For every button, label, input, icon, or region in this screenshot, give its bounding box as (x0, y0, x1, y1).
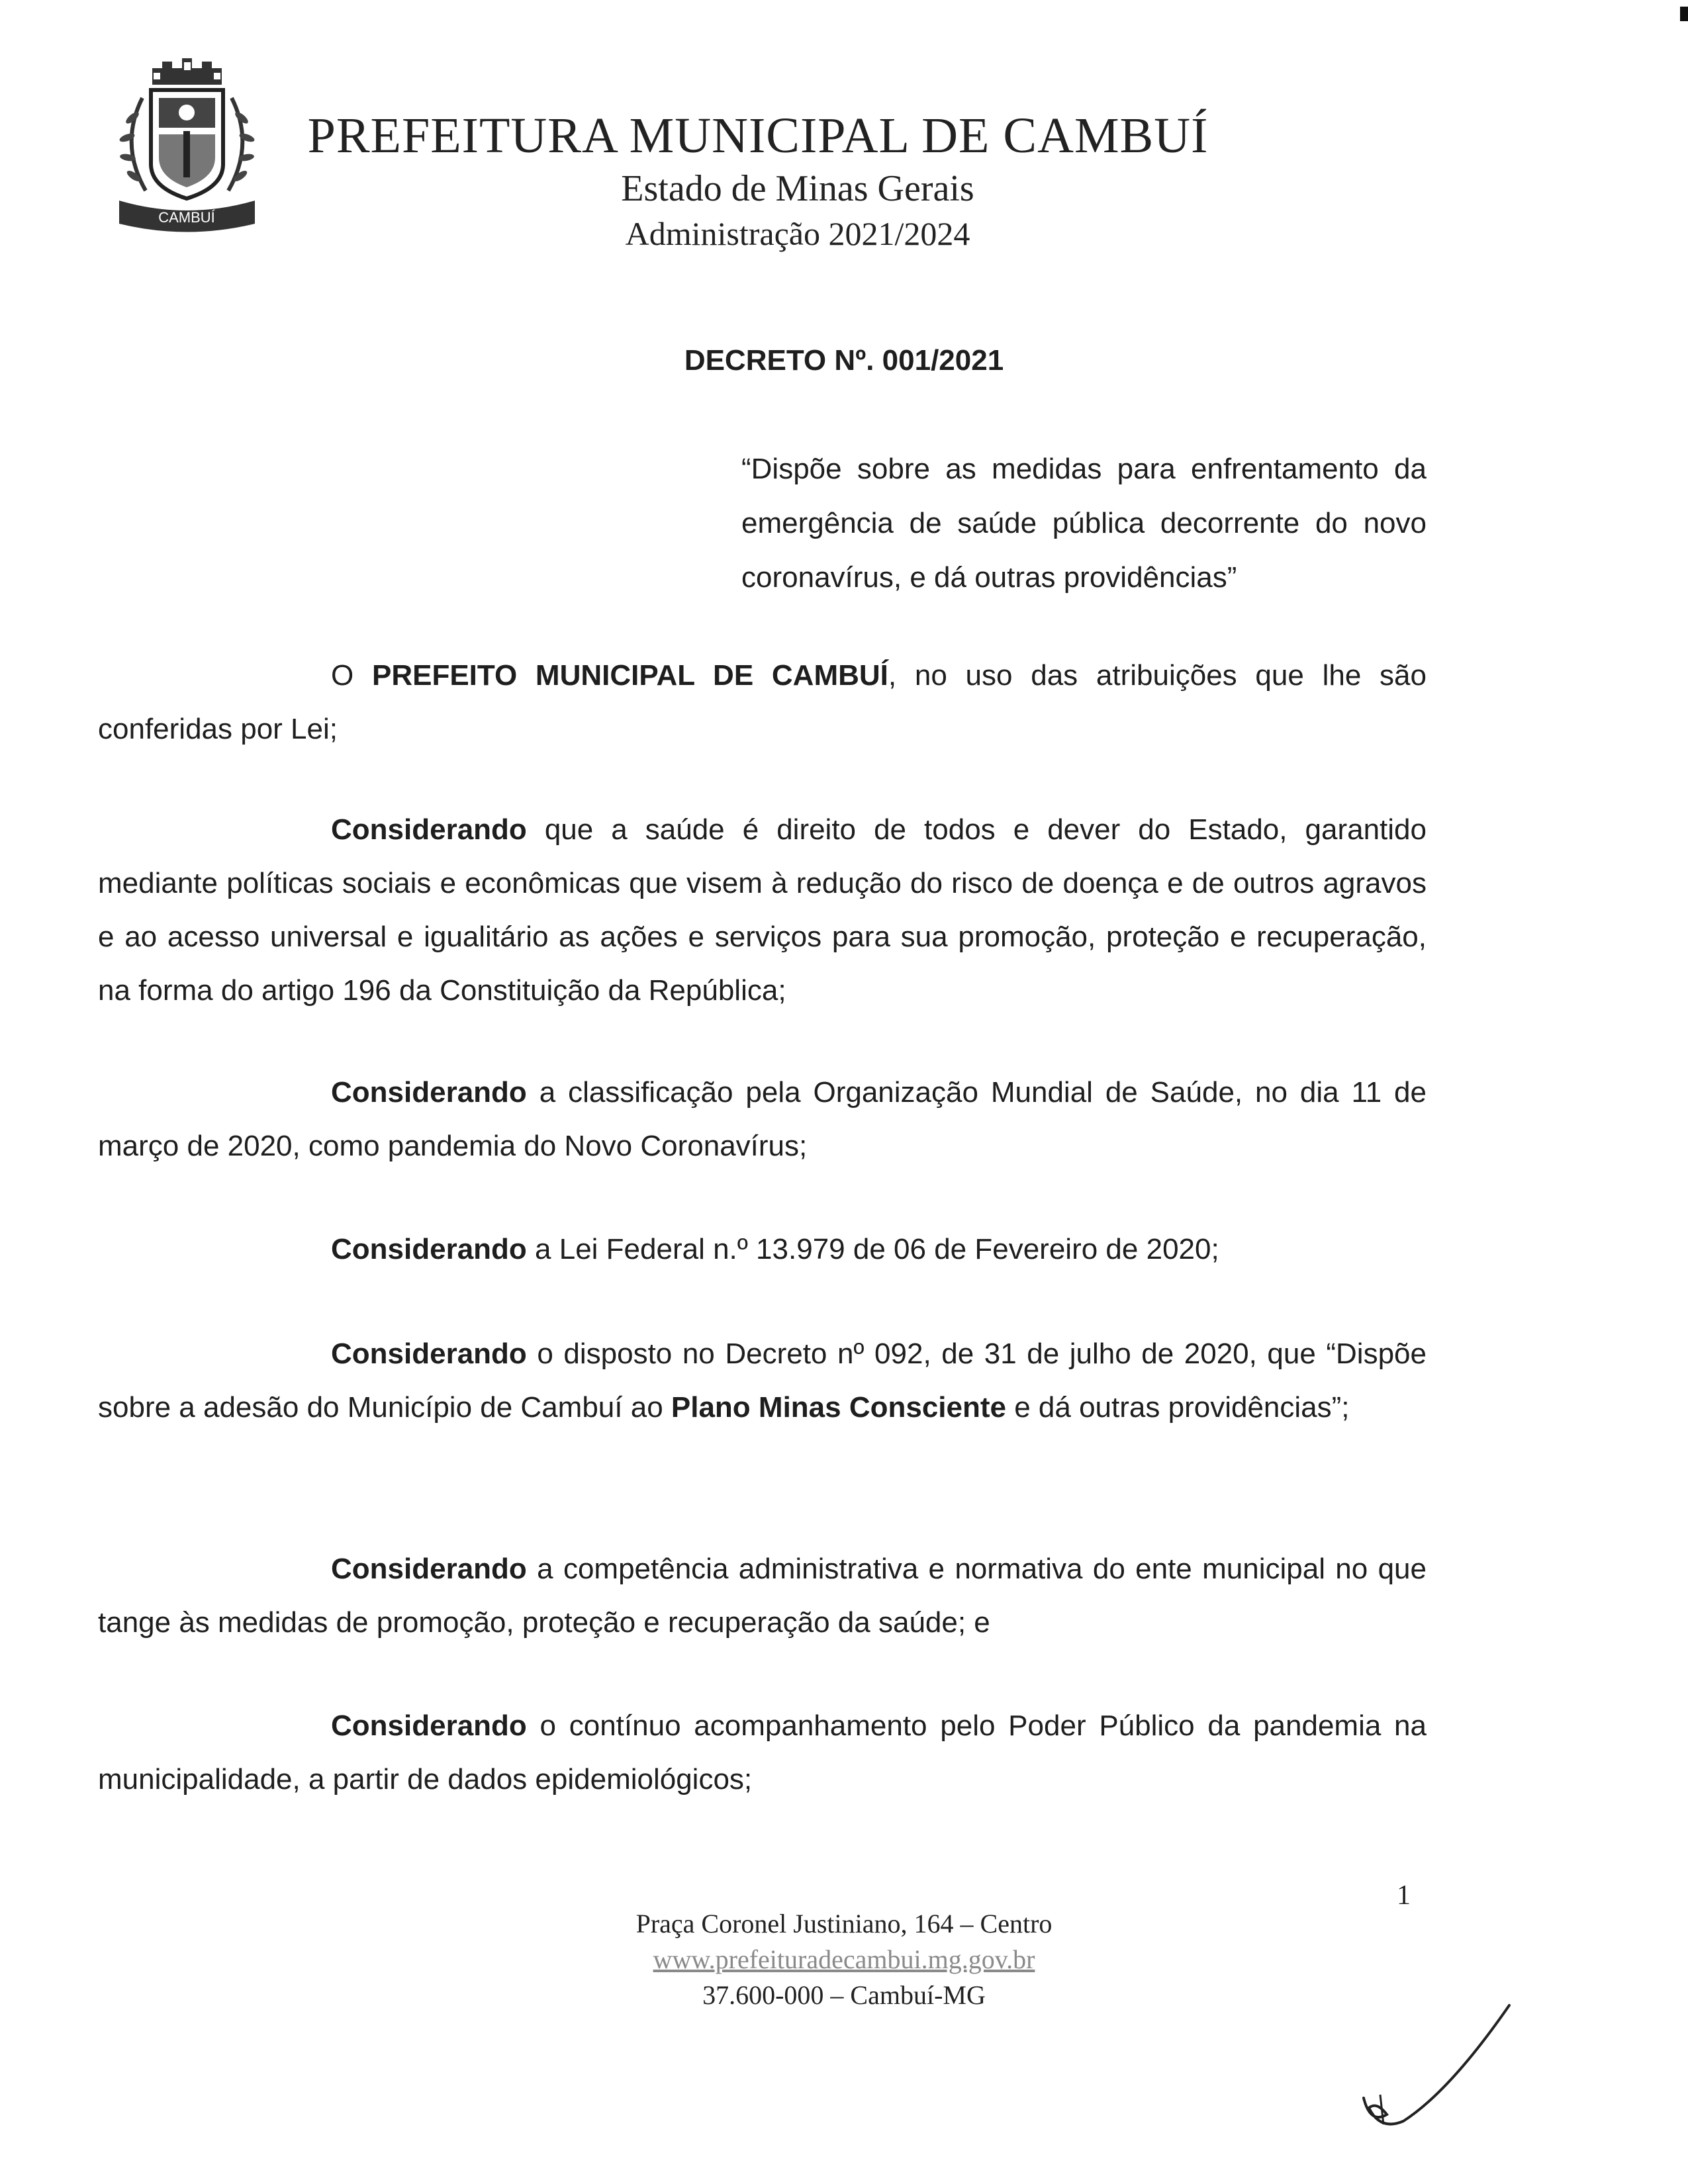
letterhead-administration: Administração 2021/2024 (625, 215, 970, 252)
footer-city: 37.600-000 – Cambuí-MG (702, 1980, 986, 2010)
letterhead-title: PREFEITURA MUNICIPAL DE CAMBUÍ (307, 108, 1209, 163)
considerando-text: a Lei Federal n.º 13.979 de 06 de Fevereiro de 2020; (526, 1233, 1219, 1265)
decree-ementa: “Dispõe sobre as medidas para enfrentamento da emergência de saúde pública decorrente do novo coronavírus, e dá outras providências” (741, 453, 1427, 594)
considerando-keyword: Considerando (331, 1233, 527, 1265)
considerando-paragraph (98, 1542, 1427, 1649)
considerando-keyword: Considerando (331, 1709, 527, 1742)
considerando-paragraph (98, 1066, 1427, 1173)
municipal-crest-logo (106, 58, 268, 234)
preamble-paragraph (98, 649, 1427, 756)
handwritten-signature (1350, 1959, 1549, 2158)
considerando-text: o disposto no Decreto nº 092, de 31 de julho de 2020, que “Dispõe sobre a adesão do Município de Cambuí ao (98, 1338, 1427, 1424)
considerando-keyword: Considerando (331, 1076, 527, 1109)
preamble-authority: PREFEITO MUNICIPAL DE CAMBUÍ (371, 659, 888, 692)
considerando-paragraph (98, 803, 1427, 1017)
considerando-text: que a saúde é direito de todos e dever do Estado, garantido mediante políticas sociais e econômicas que visem à redução do risco de doença e de outros agravos e ao acesso universal e igualitário as ações e serviços para sua promoção, proteção e recuperação, na forma do artigo 196 da Constituição da República; (98, 813, 1427, 1007)
decree-number: DECRETO Nº. 001/2021 (684, 344, 1004, 377)
footer-address: Praça Coronel Justiniano, 164 – Centro (635, 1909, 1053, 1938)
considerando-text: o contínuo acompanhamento pelo Poder Público da pandemia na municipalidade, a partir de dados epidemiológicos; (98, 1709, 1427, 1796)
considerando-text: a classificação pela Organização Mundial de Saúde, no dia 11 de março de 2020, como pandemia do Novo Coronavírus; (98, 1076, 1427, 1162)
considerando-text-tail: e dá outras providências”; (1006, 1391, 1350, 1424)
scan-edge-mark (1680, 7, 1688, 21)
preamble-lead: O (331, 659, 372, 692)
preamble-text: , no uso das atribuições que lhe são conferidas por Lei; (98, 659, 1427, 745)
considerando-keyword: Considerando (331, 813, 527, 846)
considerando-paragraph (98, 1222, 1427, 1276)
considerando-paragraph (98, 1327, 1427, 1434)
footer-website-link[interactable]: www.prefeituradecambui.mg.gov.br (653, 1944, 1035, 1974)
letterhead (278, 106, 1238, 255)
considerando-paragraph (98, 1699, 1427, 1806)
considerando-keyword: Considerando (331, 1338, 527, 1370)
considerando-text: a competência administrativa e normativa do ente municipal no que tange às medidas de promoção, proteção e recuperação da saúde; e (98, 1553, 1427, 1639)
crest-ribbon-text: CAMBUÍ (158, 209, 215, 226)
page-number: 1 (1397, 1880, 1411, 1911)
considerando-keyword: Considerando (331, 1553, 527, 1585)
letterhead-state: Estado de Minas Gerais (621, 168, 974, 209)
plano-minas-consciente: Plano Minas Consciente (671, 1391, 1006, 1424)
